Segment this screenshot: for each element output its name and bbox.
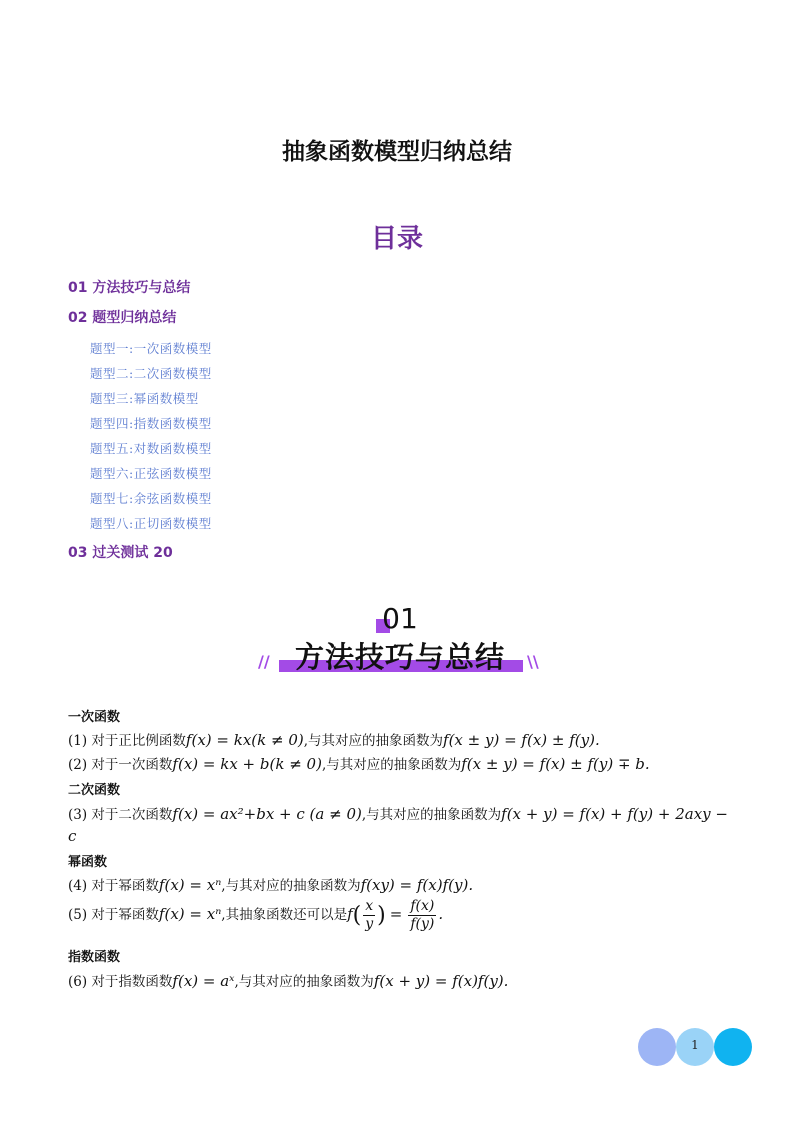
- pager-circle-right: [714, 1028, 752, 1066]
- math-expression: f(x + y) = f(x)f(y).: [373, 972, 509, 990]
- line-text: (2) 对于一次函数: [68, 757, 173, 773]
- toc-heading: 目录: [370, 224, 423, 254]
- toc-section-2[interactable]: 02 题型归纳总结: [68, 310, 177, 326]
- line-text: (3) 对于二次函数: [68, 807, 173, 823]
- banner-title: 方法技巧与总结: [294, 640, 505, 674]
- toc-item[interactable]: 题型五:对数函数模型: [90, 441, 212, 456]
- math-expression: f(xy) = f(x)f(y).: [360, 876, 474, 894]
- formula-line-4: [68, 874, 473, 894]
- toc-item[interactable]: 题型八:正切函数模型: [90, 516, 212, 531]
- math-expression: f(x) = kx(k ≠ 0): [185, 731, 304, 749]
- line-text: (5) 对于幂函数: [68, 907, 159, 923]
- banner-number: 01: [382, 602, 418, 635]
- page-number: 1: [691, 1038, 699, 1052]
- formula-line-1: [68, 729, 600, 749]
- period: .: [438, 905, 444, 923]
- math-expression: f(x) = xⁿ: [158, 876, 222, 894]
- line-text: ,与其对应的抽象函数为: [303, 733, 444, 749]
- line-text: ,与其对应的抽象函数为: [221, 878, 361, 894]
- toc-item[interactable]: 题型六:正弦函数模型: [90, 466, 212, 481]
- toc-section-3[interactable]: 03 过关测试 20: [68, 545, 173, 561]
- paren-left: (: [352, 903, 362, 928]
- fraction-numerator: x: [363, 898, 375, 916]
- subsection-title-exponential: 指数函数: [68, 950, 121, 965]
- toc-item[interactable]: 题型七:余弦函数模型: [90, 491, 212, 506]
- page-number-badge: [638, 1028, 752, 1066]
- line-text: ,与其对应的抽象函数为: [321, 757, 462, 773]
- line-text: ,其抽象函数还可以是: [221, 907, 348, 923]
- subsection-title-power: 幂函数: [68, 855, 108, 870]
- slash-decoration-left-icon: //: [258, 652, 270, 671]
- section-banner: [255, 600, 545, 680]
- math-expression: f(x ± y) = f(x) ± f(y).: [443, 731, 600, 749]
- subsection-title-quadratic: 二次函数: [68, 783, 121, 798]
- line-text: (1) 对于正比例函数: [68, 733, 186, 749]
- formula-line-2: [68, 753, 650, 773]
- toc-item[interactable]: 题型四:指数函数模型: [90, 416, 212, 431]
- fraction-numerator: f(x): [410, 898, 435, 914]
- math-expression: c: [68, 827, 77, 845]
- line-text: ,与其对应的抽象函数为: [361, 807, 502, 823]
- pager-circle-left: [638, 1028, 676, 1066]
- math-expression: f(x) = aˣ: [172, 972, 235, 990]
- toc-item[interactable]: 题型二:二次函数模型: [90, 366, 212, 381]
- math-expression: f(x) = ax²+bx + c (a ≠ 0): [172, 805, 362, 823]
- fraction-x-over-y: [363, 898, 375, 933]
- fraction-fx-over-fy: [408, 898, 436, 933]
- formula-line-3-continued: [68, 827, 76, 845]
- toc-item[interactable]: 题型一:一次函数模型: [90, 341, 212, 356]
- math-function-f: f: [347, 905, 353, 923]
- equals-sign: =: [389, 905, 403, 923]
- line-text: (4) 对于幂函数: [68, 878, 159, 894]
- paren-right: ): [377, 903, 386, 928]
- toc-section-1[interactable]: 01 方法技巧与总结: [68, 280, 191, 296]
- subsection-title-linear: 一次函数: [68, 710, 121, 725]
- document-title: 抽象函数模型归纳总结: [282, 139, 512, 165]
- formula-line-3: [68, 803, 728, 823]
- fraction-denominator: f(y): [410, 916, 435, 932]
- math-expression: f(x) = xⁿ: [158, 905, 222, 923]
- line-text: (6) 对于指数函数: [68, 974, 173, 990]
- fraction-denominator: y: [365, 916, 374, 932]
- toc-item[interactable]: 题型三:幂函数模型: [90, 391, 199, 406]
- line-text: ,与其对应的抽象函数为: [234, 974, 374, 990]
- math-expression: f(x ± y) = f(x) ± f(y) ∓ b.: [461, 755, 650, 773]
- slash-decoration-right-icon: \\: [527, 652, 539, 671]
- formula-line-6: [68, 970, 508, 990]
- math-expression: f(x + y) = f(x) + f(y) + 2axy −: [501, 805, 728, 823]
- math-expression: f(x) = kx + b(k ≠ 0): [172, 755, 322, 773]
- formula-line-5: [68, 898, 443, 933]
